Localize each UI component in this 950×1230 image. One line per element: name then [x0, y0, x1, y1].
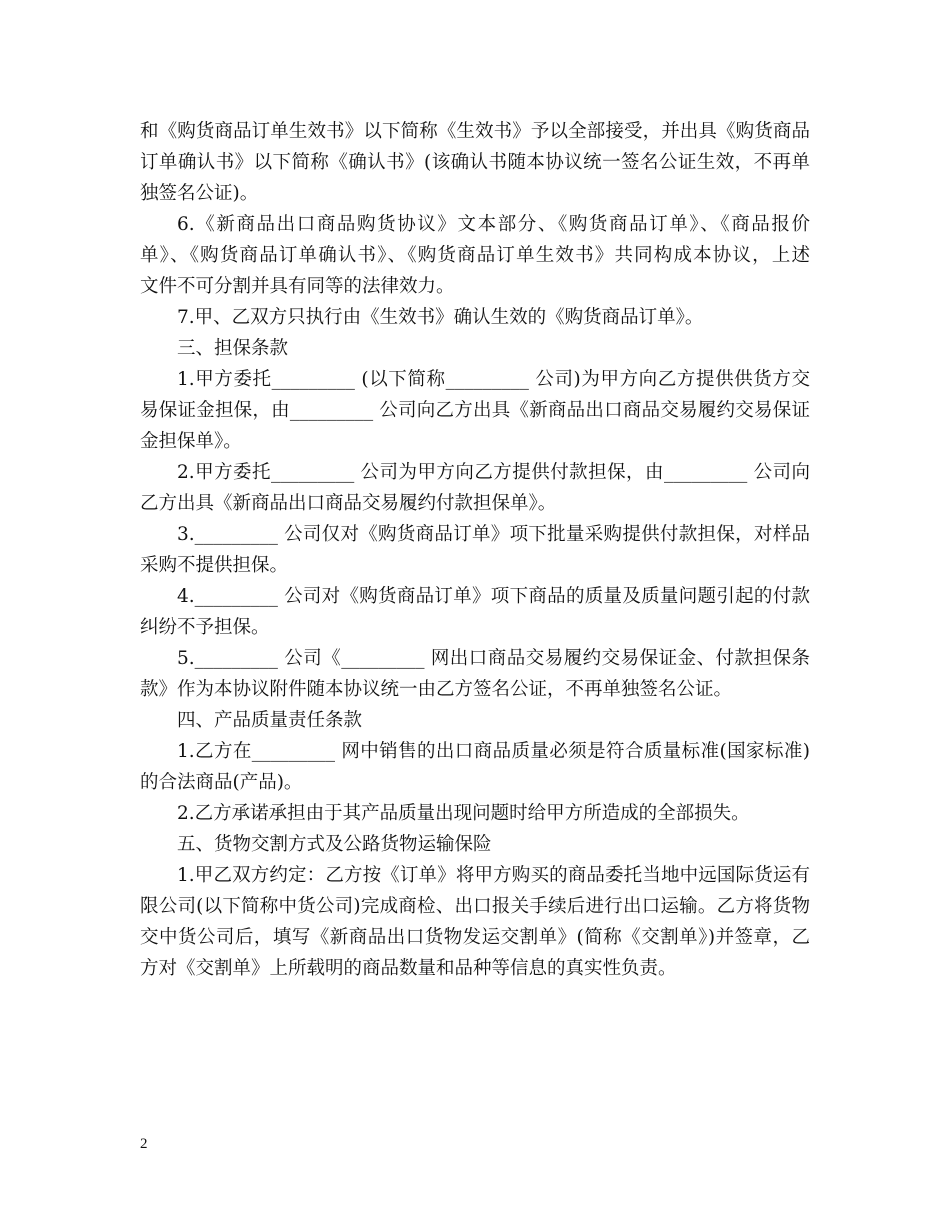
paragraph-line: 和《购货商品订单生效书》以下简称《生效书》予以全部接受，并出具《购货商品	[140, 121, 810, 142]
paragraph-line: 限公司(以下简称中货公司)完成商检、出口报关手续后进行出口运输。乙方将货物	[140, 896, 810, 917]
paragraph-line: 乙方出具《新商品出口商品交易履约付款担保单》。	[140, 493, 557, 514]
paragraph-line-heading: 7.甲、乙双方只执行由《生效书》确认生效的《购货商品订单》。	[177, 307, 704, 328]
paragraph-line: 纠纷不予担保。	[140, 617, 270, 638]
page-number: 2	[140, 1136, 148, 1152]
paragraph-line: 3._________ 公司仅对《购货商品订单》项下批量采购提供付款担保，对样品	[177, 524, 810, 545]
document-body	[140, 116, 810, 984]
paragraph-line: 金担保单》。	[140, 431, 242, 452]
paragraph-line: 6.《新商品出口商品购货协议》文本部分、《购货商品订单》、《商品报价	[177, 214, 810, 235]
paragraph-line: 交中货公司后，填写《新商品出口货物发运交割单》(简称《交割单》)并签章，乙	[140, 927, 810, 948]
paragraph-line: 2.甲方委托_________ 公司为甲方向乙方提供付款担保，由_________ 公司向	[177, 462, 810, 483]
paragraph-line-heading: 2.乙方承诺承担由于其产品质量出现问题时给甲方所造成的全部损失。	[177, 803, 750, 824]
paragraph-line: 1.甲方委托_________ (以下简称_________ 公司)为甲方向乙方提供供货方交	[177, 369, 810, 390]
paragraph-line: 方对《交割单》上所载明的商品数量和品种等信息的真实性负责。	[140, 958, 677, 979]
paragraph-line: 独签名公证)。	[140, 183, 259, 204]
paragraph-line: 文件不可分割并具有同等的法律效力。	[140, 276, 455, 297]
paragraph-line: 单》、《购货商品订单确认书》、《购货商品订单生效书》共同构成本协议，上述	[140, 245, 810, 266]
paragraph-line: 5._________ 公司《_________ 网出口商品交易履约交易保证金、付款担保条	[177, 648, 810, 669]
paragraph-line: 4._________ 公司对《购货商品订单》项下商品的质量及质量问题引起的付款	[177, 586, 810, 607]
paragraph-line: 采购不提供担保。	[140, 555, 289, 576]
paragraph-line: 易保证金担保，由_________ 公司向乙方出具《新商品出口商品交易履约交易保证	[140, 400, 810, 421]
paragraph-line: 1.乙方在_________ 网中销售的出口商品质量必须是符合质量标准(国家标准)	[177, 741, 810, 762]
paragraph-line-heading: 五、货物交割方式及公路货物运输保险	[177, 834, 492, 855]
paragraph-line: 订单确认书》以下简称《确认书》(该确认书随本协议统一签名公证生效，不再单	[140, 152, 810, 173]
paragraph-line: 1.甲乙双方约定：乙方按《订单》将甲方购买的商品委托当地中远国际货运有	[177, 865, 810, 886]
paragraph-line-heading: 四、产品质量责任条款	[177, 710, 363, 731]
paragraph-line: 的合法商品(产品)。	[140, 772, 303, 793]
paragraph-line-heading: 三、担保条款	[177, 338, 289, 359]
paragraph-line: 款》作为本协议附件随本协议统一由乙方签名公证，不再单独签名公证。	[140, 679, 733, 700]
